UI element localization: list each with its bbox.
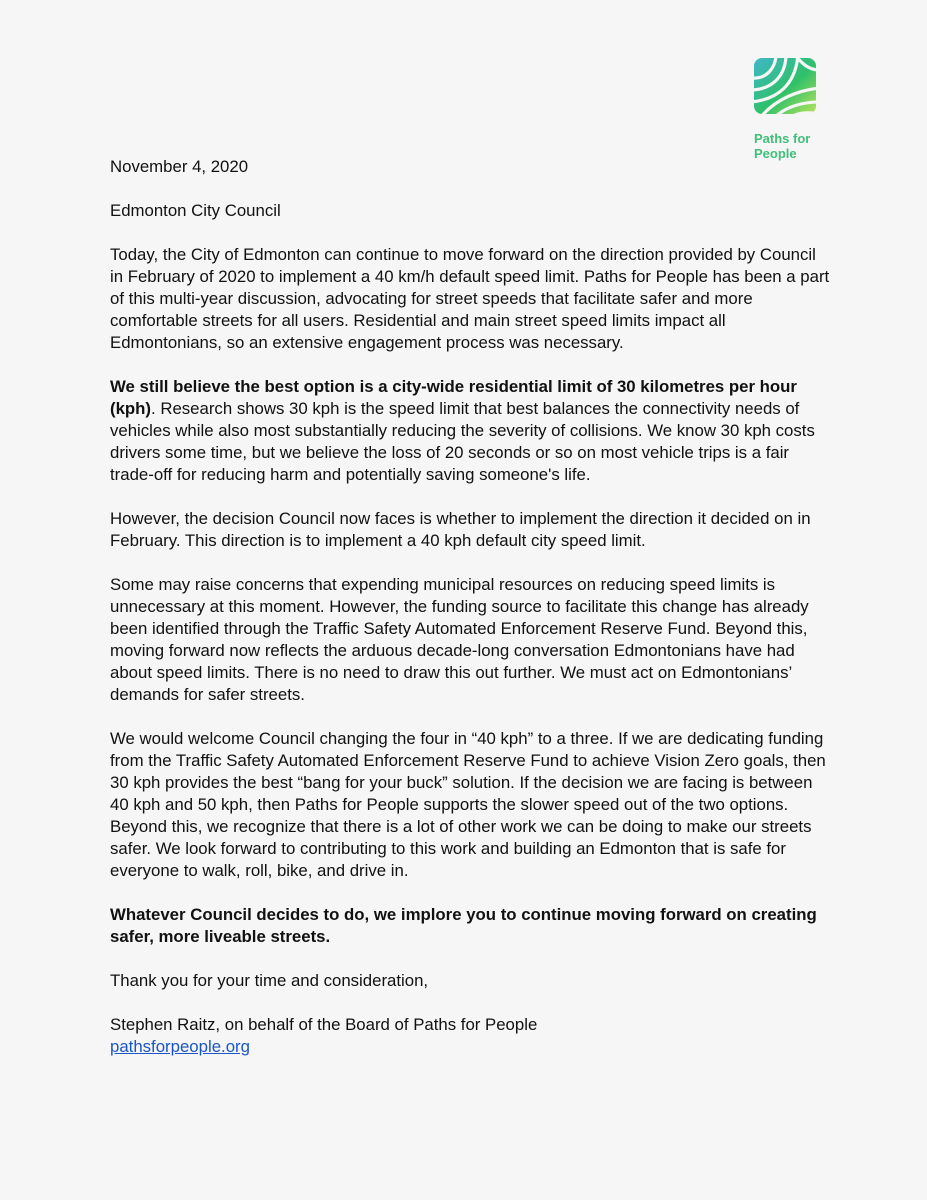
paragraph-5: We would welcome Council changing the four in “40 kph” to a three. If we are dedicating funding from the Traffic Safety Automated Enforcement Reserve Fund to achieve Vision Zero goals, then 30 kph provides the best “bang for your buck” solution. If the decision we are facing is between 40 kph and 50 kph, then Paths for People supports the slower speed out of the two options. Beyond this, we recognize that there is a lot of other work we can be doing to make our streets safer. We look forward to contributing to this work and building an Edmonton that is safe for everyone to walk, roll, bike, and drive in. xyxy=(110,729,826,880)
letter-signature xyxy=(110,1014,830,1058)
paragraph-1: Today, the City of Edmonton can continue to move forward on the direction provided by Council in February of 2020 to implement a 40 km/h default speed limit. Paths for People has been a part of this multi-year discussion, advocating for street speeds that facilitate safer and more comfortable streets for all users. Residential and main street speed limits impact all Edmontonians, so an extensive engagement process was necessary. xyxy=(110,245,830,352)
paragraph-4: Some may raise concerns that expending municipal resources on reducing speed limits is unnecessary at this moment. However, the funding source to facilitate this change has already been identified through the Traffic Safety Automated Enforcement Reserve Fund. Beyond this, moving forward now reflects the arduous decade-long conversation Edmontonians have had about speed limits. There is no need to draw this out further. We must act on Edmontonians’ demands for safer streets. xyxy=(110,575,809,704)
letter-recipient: Edmonton City Council xyxy=(110,201,281,220)
paragraph-2-text: . Research shows 30 kph is the speed limit that best balances the connectivity needs of vehicles while also most substantially reducing the severity of collisions. We know 30 kph costs drivers some time, but we believe the loss of 20 seconds or so on most vehicle trips is a fair trade-off for reducing harm and potentially saving someone's life. xyxy=(110,399,815,484)
letter-closing: Thank you for your time and consideration, xyxy=(110,971,429,990)
letter-body xyxy=(110,156,830,1080)
paragraph-2-bold: We still believe the best option is a city-wide residential limit of 30 kilometres per hour (kph) xyxy=(110,377,797,418)
letter-date: November 4, 2020 xyxy=(110,157,249,176)
logo-wordmark: Paths for People xyxy=(754,131,811,161)
paragraph-2 xyxy=(110,376,830,486)
logo-mark-icon xyxy=(754,58,816,114)
paragraph-6-bold: Whatever Council decides to do, we implore you to continue moving forward on creating safer, more liveable streets. xyxy=(110,905,817,946)
paths-for-people-logo xyxy=(754,58,818,161)
paragraph-6 xyxy=(110,904,830,948)
paragraph-3: However, the decision Council now faces is whether to implement the direction it decided on in February. This direction is to implement a 40 kph default city speed limit. xyxy=(110,509,811,550)
website-link[interactable]: pathsforpeople.org xyxy=(110,1037,250,1056)
signature-text: Stephen Raitz, on behalf of the Board of Paths for People xyxy=(110,1015,538,1034)
